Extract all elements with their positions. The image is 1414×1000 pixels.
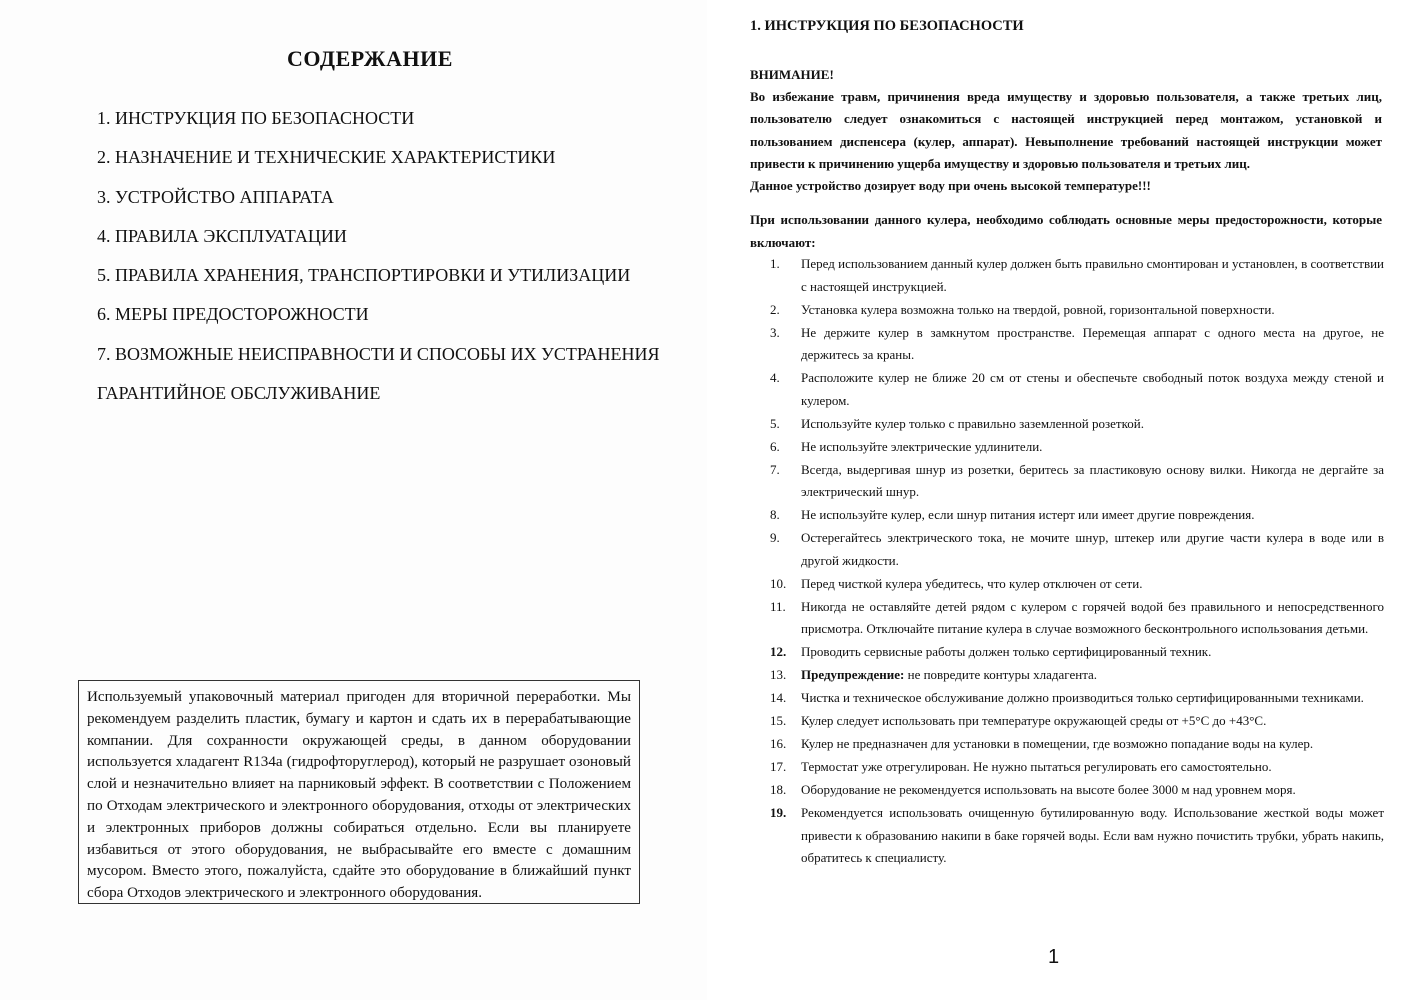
page-number: 1 <box>1048 946 1060 968</box>
rule-text: Термостат уже отрегулирован. Не нужно пытаться регулировать его самостоятельно. <box>801 759 1272 774</box>
safety-rule <box>770 641 1384 664</box>
safety-rule <box>770 504 1384 527</box>
rule-number: 9. <box>770 530 780 545</box>
rule-text: Всегда, выдергивая шнур из розетки, беритесь за пластиковую основу вилки. Никогда не дергайте за электрический шнур. <box>801 461 1384 499</box>
contents-item: 5. ПРАВИЛА ХРАНЕНИЯ, ТРАНСПОРТИРОВКИ И УТИЛИЗАЦИИ <box>97 265 631 286</box>
recycling-note-box: Используемый упаковочный материал пригоден для вторичной переработки. Мы рекомендуем разделить пластик, бумагу и картон и сдать их в перерабатывающие компании. Для сохранности окружающей среды, в данном оборудовании используется хладагент R134a (гидрофторуглерод), который не разрушает озоновый слой и незначительно влияет на парниковый эффект. В соответствии с Положением по Отходам электрического и электронного оборудования, отходы от электрических и электронных приборов должны собираться отдельно. Если вы планируете избавиться от этого оборудования, не выбрасывайте его вместе с домашним мусором. Вместо этого, пожалуйста, сдайте это оборудование в ближайший пункт сбора Отходов электрического и электронного оборудования. <box>78 680 640 904</box>
section-title: 1. ИНСТРУКЦИЯ ПО БЕЗОПАСНОСТИ <box>750 18 1024 34</box>
safety-rule <box>770 779 1384 802</box>
contents-item: 6. МЕРЫ ПРЕДОСТОРОЖНОСТИ <box>97 304 369 325</box>
safety-rules-list <box>770 253 1384 870</box>
contents-list <box>97 104 660 418</box>
safety-rule <box>770 322 1384 367</box>
rule-text: Кулер не предназначен для установки в помещении, где возможно попадание воды на кулер. <box>801 736 1314 751</box>
rule-text: Перед чисткой кулера убедитесь, что кулер отключен от сети. <box>801 575 1143 591</box>
contents-item: 3. УСТРОЙСТВО АППАРАТА <box>97 186 334 207</box>
rule-number: 11. <box>770 598 786 614</box>
contents-item: 2. НАЗНАЧЕНИЕ И ТЕХНИЧЕСКИЕ ХАРАКТЕРИСТИКИ <box>97 147 556 168</box>
rule-text-rest: не повредите контуры хладагента. <box>904 667 1098 682</box>
rule-text: Чистка и техническое обслуживание должно производиться только сертифицированными техниками. <box>801 690 1364 705</box>
rule-text: Кулер следует использовать при температуре окружающей среды от +5°С до +43°С. <box>801 713 1267 728</box>
rule-text <box>801 664 1384 687</box>
safety-rule <box>770 413 1384 436</box>
safety-rule <box>770 253 1384 298</box>
precaution-intro: При использовании данного кулера, необходимо соблюдать основные меры предосторожности, которые включают: <box>750 212 1382 250</box>
hot-water-note: Данное устройство дозирует воду при очень высокой температуре!!! <box>750 178 1151 194</box>
safety-rule <box>770 527 1384 572</box>
rule-number: 16. <box>770 736 787 751</box>
rule-number: 4. <box>770 370 780 385</box>
rule-number: 12. <box>770 644 787 659</box>
rule-text: Не используйте электрические удлинители. <box>801 438 1043 454</box>
rule-number: 8. <box>770 507 780 522</box>
warning-label: ВНИМАНИЕ! <box>750 67 834 82</box>
rule-number: 7. <box>770 461 780 477</box>
contents-item: 1. ИНСТРУКЦИЯ ПО БЕЗОПАСНОСТИ <box>97 108 415 128</box>
safety-rule <box>770 436 1384 459</box>
rule-number: 5. <box>770 415 780 431</box>
rule-number: 15. <box>770 713 787 728</box>
rule-text: Никогда не оставляйте детей рядом с кулером с горячей водой без правильного и непосредственного присмотра. Отключайте питание кулера в случае возможного бесконтрольного использования детьми. <box>801 598 1384 636</box>
contents-title: СОДЕРЖАНИЕ <box>287 46 453 71</box>
rule-text: Установка кулера возможна только на твердой, ровной, горизонтальной поверхности. <box>801 301 1275 317</box>
rule-number: 18. <box>770 782 787 797</box>
safety-rule <box>770 664 1384 687</box>
rule-text: Оборудование не рекомендуется использовать на высоте более 3000 м над уровнем моря. <box>801 782 1296 797</box>
safety-rule <box>770 733 1384 756</box>
contents-item: ГАРАНТИЙНОЕ ОБСЛУЖИВАНИЕ <box>97 383 381 404</box>
safety-rule <box>770 756 1384 779</box>
rule-text: Перед использованием данный кулер должен быть правильно смонтирован и установлен, в соответствии с настоящей инструкцией. <box>801 256 1384 294</box>
rule-text: Проводить сервисные работы должен только сертифицированный техник. <box>801 644 1212 659</box>
safety-rule <box>770 687 1384 710</box>
rule-number: 2. <box>770 301 780 317</box>
rule-text: Рекомендуется использовать очищенную бутилированную воду. Использование жесткой воды может привести к образованию накипи в баке горячей воды. Если вам нужно почистить трубки, убрать накипь, обратитесь к специалисту. <box>801 805 1384 865</box>
warning-block <box>750 64 1382 197</box>
rule-text: Не держите кулер в замкнутом пространстве. Перемещая аппарат с одного места на другое, не держитесь за краны. <box>801 324 1384 362</box>
rule-text: Расположите кулер не ближе 20 см от стены и обеспечьте свободный поток воздуха между стеной и кулером. <box>801 370 1384 408</box>
safety-rule <box>770 573 1384 596</box>
safety-rule <box>770 367 1384 412</box>
safety-rule <box>770 459 1384 504</box>
safety-rule <box>770 710 1384 733</box>
rule-text: Остерегайтесь электрического тока, не мочите шнур, штекер или другие части кулера в воде или в другой жидкости. <box>801 530 1384 568</box>
contents-item: 7. ВОЗМОЖНЫЕ НЕИСПРАВНОСТИ И СПОСОБЫ ИХ УСТРАНЕНИЯ <box>97 343 660 364</box>
rule-number: 14. <box>770 690 787 705</box>
rule-number: 10. <box>770 575 787 591</box>
rule-number: 17. <box>770 759 787 774</box>
safety-rule <box>770 299 1384 322</box>
safety-rule <box>770 802 1384 870</box>
rule-number: 19. <box>770 805 787 820</box>
rule-text: Не используйте кулер, если шнур питания истерт или имеет другие повреждения. <box>801 507 1255 522</box>
rule-number: 1. <box>770 256 780 271</box>
rule-lead: Предупреждение: <box>801 667 905 682</box>
rule-number: 13. <box>770 667 787 682</box>
contents-item: 4. ПРАВИЛА ЭКСПЛУАТАЦИИ <box>97 225 347 246</box>
rule-number: 6. <box>770 438 780 454</box>
warning-text: Во избежание травм, причинения вреда имуществу и здоровью пользователя, а также третьих лиц, пользователю следует ознакомиться с настоящей инструкцией перед монтажом, установкой и пользованием диспенсера (кулер, аппарат). Невыполнение требований настоящей инструкции может привести к причинению ущерба имуществу и здоровью пользователя и третьих лиц. <box>750 89 1382 171</box>
safety-rule <box>770 596 1384 641</box>
rule-number: 3. <box>770 324 780 340</box>
rule-text: Используйте кулер только с правильно заземленной розеткой. <box>801 415 1144 431</box>
